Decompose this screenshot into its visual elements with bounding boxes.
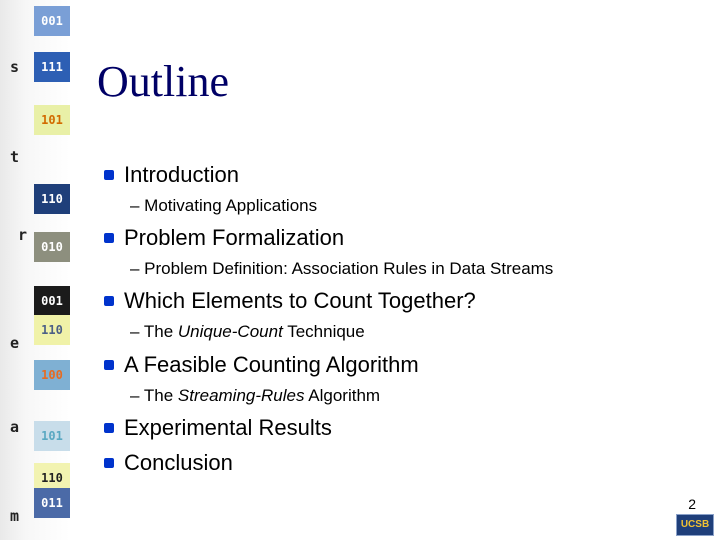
outline-item: Which Elements to Count Together? — [124, 288, 476, 313]
outline-subitem — [130, 322, 365, 342]
algorithm-name: Streaming-Rules — [177, 386, 305, 405]
binary-tile: 110 — [34, 463, 70, 493]
sidebar-letter: a — [10, 418, 20, 436]
outline-subitem: – Motivating Applications — [130, 196, 318, 215]
binary-tile: 101 — [34, 421, 70, 451]
binary-tile: 110 — [34, 184, 70, 214]
sidebar-letter: t — [10, 148, 20, 166]
outline-item: Experimental Results — [124, 415, 332, 440]
binary-tile: 100 — [34, 360, 70, 390]
square-bullet-icon — [104, 233, 114, 243]
binary-tile: 101 — [34, 105, 70, 135]
sidebar-letter: s — [10, 58, 20, 76]
outline-item: Conclusion — [124, 450, 233, 475]
subitem-text: – The — [130, 386, 178, 405]
subitem-text: Algorithm — [304, 386, 381, 405]
technique-name: Unique-Count — [177, 322, 283, 341]
square-bullet-icon — [104, 170, 114, 180]
subitem-text: – The — [130, 322, 178, 341]
outline-item: Introduction — [124, 162, 239, 187]
outline-item: Problem Formalization — [124, 225, 345, 250]
binary-tile: 001 — [34, 286, 70, 316]
page-number: 2 — [688, 496, 696, 512]
subitem-text: Technique — [282, 322, 365, 341]
outline-item: A Feasible Counting Algorithm — [124, 352, 419, 377]
square-bullet-icon — [104, 458, 114, 468]
sidebar-letter: e — [10, 334, 20, 352]
slide-title: Outline — [97, 57, 229, 106]
binary-tile: 010 — [34, 232, 70, 262]
binary-tile: 001 — [34, 6, 70, 36]
ucsb-logo: UCSB — [676, 514, 714, 536]
binary-tile: 110 — [34, 315, 70, 345]
binary-tile: 111 — [34, 52, 70, 82]
binary-stream-sidebar — [0, 0, 80, 540]
binary-tile: 011 — [34, 488, 70, 518]
sidebar-letter: r — [18, 226, 28, 244]
outline-subitem: – Problem Definition: Association Rules in Data Streams — [130, 259, 554, 278]
square-bullet-icon — [104, 296, 114, 306]
sidebar-letter: m — [10, 507, 20, 525]
square-bullet-icon — [104, 360, 114, 370]
square-bullet-icon — [104, 423, 114, 433]
outline-subitem — [130, 386, 380, 406]
